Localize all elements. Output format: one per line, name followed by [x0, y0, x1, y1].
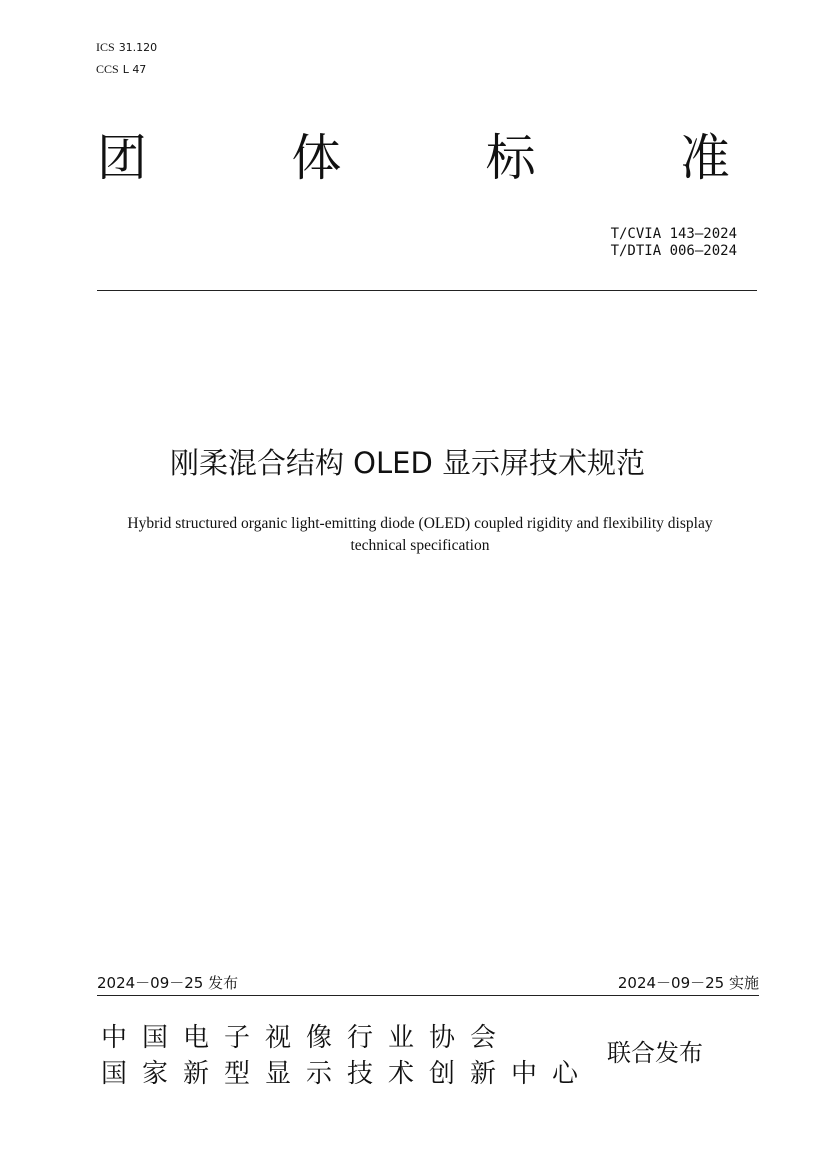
- standard-type-char: 标: [485, 129, 536, 187]
- standard-code: T/DTIA 006—2024: [610, 243, 737, 259]
- ics-value: 31.120: [118, 41, 158, 54]
- implement-date: 2024－09－25 实施: [617, 974, 759, 992]
- standard-type-char: 准: [679, 129, 730, 187]
- document-title-chinese: 刚柔混合结构 OLED 显示屏技术规范: [169, 446, 646, 480]
- joint-release-label: 联合发布: [607, 1039, 703, 1067]
- issuer-organization: 中国电子视像行业协会: [101, 1023, 512, 1053]
- ccs-value: L 47: [122, 63, 147, 76]
- standard-codes: [611, 226, 737, 260]
- standard-type-char: 团: [97, 129, 147, 187]
- ics-label: ICS: [96, 40, 115, 54]
- standard-type-heading: [97, 128, 730, 188]
- standard-type-char: 体: [291, 129, 342, 187]
- ccs-classification: [96, 62, 146, 77]
- publish-date: 2024－09－25 发布: [97, 974, 239, 992]
- top-divider: [97, 290, 757, 291]
- standard-code: T/CVIA 143—2024: [610, 226, 737, 242]
- document-title-english: Hybrid structured organic light-emitting diode (OLED) coupled rigidity and flexibility display technical specification: [127, 515, 713, 554]
- ics-classification: [96, 40, 157, 55]
- ccs-label: CCS: [96, 62, 119, 76]
- issuer-organization: 国家新型显示技术创新中心: [101, 1059, 594, 1089]
- bottom-divider: [97, 995, 759, 996]
